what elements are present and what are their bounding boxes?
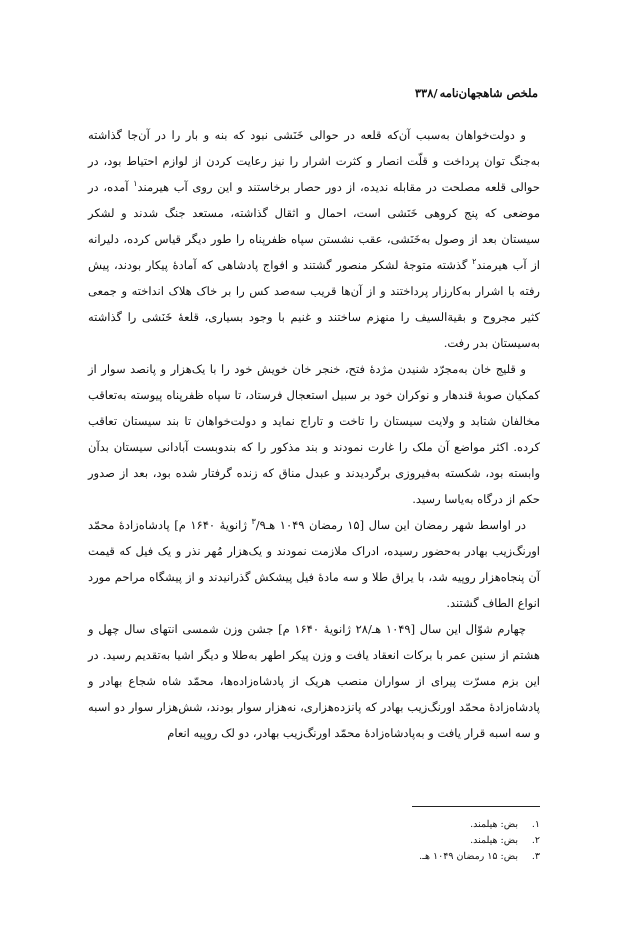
paragraph: [88, 616, 540, 746]
footnote-number: ۳.: [531, 851, 540, 862]
page-number: /۳۳۸: [414, 86, 438, 100]
footnote-number: ۱.: [531, 819, 540, 830]
footnote: [100, 833, 540, 849]
header-title: ملخص شاهجهان‌نامه: [439, 86, 538, 100]
running-header: [415, 86, 538, 100]
footnote-number: ۲.: [531, 835, 540, 846]
footnote-marker: ۳: [251, 517, 256, 527]
footnote: [100, 849, 540, 865]
footnote-marker: ۱: [133, 179, 138, 189]
paragraph-text: چهارم شوّال این سال [۱۰۴۹ هـ/۲۸ ژانویهٔ ۱۶۴۰ م] جشن وزن شمسی انتهای سال چهل و هشتم از سنین عمر با برکات انعقاد یافت و وزن پیکر اطهر به‌طلا و دیگر اشیا به‌تقدیم رسید. در این بزم مسرّت پیرای از سواران منصب هریک از پادشاه‌زاده‌ها، محمّد شاه شجاع بهادر و پادشاه‌زادهٔ محمّد اورنگ‌زیب بهادر که پانزده‌هزاری، نه‌هزار سوار بودند، شش‌هزار سوار دو اسبه و سه اسبه قرار یافت و به‌پادشاه‌زادهٔ محمّد اورنگ‌زیب بهادر، دو لک روپیه انعام: [88, 622, 540, 740]
paragraph-text: و قلیج خان به‌مجرّد شنیدن مژدهٔ فتح، خنجر خان خویش خود را با یک‌هزار و پانصد سوار از کمکیان صوبهٔ قندهار و نوکران خود بر سبیل استعجال فرستاد، تا سپاه ظفرپناه پیوسته به‌تعاقب مخالفان شتابد و ولایت سیستان را تاخت و تاراج نماید و دولت‌خواهان تا بند سیستان تعاقب کرده. اکثر مواضع آن ملک را غارت نمودند و بند مذکور را که بندوبست آبادانی سیستان بدآن وابسته بود، شکسته به‌فیروزی برگردیدند و عبدل مناق که زنده گرفتار شده بود، بعد از صدور حکم از درگاه به‌یاسا رسید.: [88, 362, 540, 506]
paragraph-text: در اواسط شهر رمضان این سال [۱۵ رمضان ۱۰۴۹ هـ: [265, 518, 527, 532]
footnote-rule: [412, 806, 540, 807]
paragraph: [88, 122, 540, 356]
footnotes: [100, 817, 540, 865]
footnote-text: بض: هیلمند.: [470, 835, 518, 846]
paragraph-text: و دولت‌خواهان به‌سبب آن‌که قلعه در حوالی خَنَشی نبود که بنه و بار را در آن‌جا گذاشته به‌جنگ توان پرداخت و قلّت انصار و کثرت اشرار را نیز رعایت کردن از لوازم احتیاط بود، در حوالی قلعه مصلحت در مقابله ندیده، از دور حصار برخاستند و این روی آب هیرمند: [88, 128, 540, 194]
footnote-text: بض: ۱۵ رمضان ۱۰۴۹ هـ.: [419, 851, 518, 862]
paragraph: [88, 512, 540, 616]
paragraph-text: آمده، در موضعی که پنج کروهی خَنَشی است، احمال و اثقال گذاشته، مستعد جنگ شدند و لشکر سیستان بعد از وصول به‌خَنَشی، عقب نشستن سپاه ظفرپناه را طور دیگر قیاس کرده، دلیرانه از آب هیرمند: [88, 180, 540, 272]
footnote-text: بض: هیلمند.: [470, 819, 518, 830]
paragraph-text: گذشته متوجهٔ لشکر منصور گشتند و افواج پادشاهی که آمادهٔ پیکار بودند، پیش رفته با اشرار به‌کارزار پرداختند و از آن‌ها قریب سه‌صد کس را بر خاک هلاک انداخته و جمعی کثیر مجروح و بقیةالسیف را منهزم ساختند و غنیم با وجود بسیاری، قلعهٔ خَنَشی را گذاشته به‌سیستان بدر رفت.: [88, 258, 540, 350]
footnote: [100, 817, 540, 833]
main-text: [88, 122, 540, 746]
footnote-marker: ۲: [472, 257, 477, 267]
paragraph: [88, 356, 540, 512]
paragraph-text: /۹ ژانویهٔ ۱۶۴۰ م] پادشاه‌زادهٔ محمّد اورنگ‌زیب بهادر به‌حضور رسیده، ادراک ملازمت نمودند و یک‌هزار مُهر نذر و یک فیل که قیمت آن پنجاه‌هزار روپیه شد، با یراق طلا و سه مادهٔ فیل پیشکش گذرانیدند و از پیشگاه مراحم مورد انواع الطاف گشتند.: [88, 518, 540, 610]
